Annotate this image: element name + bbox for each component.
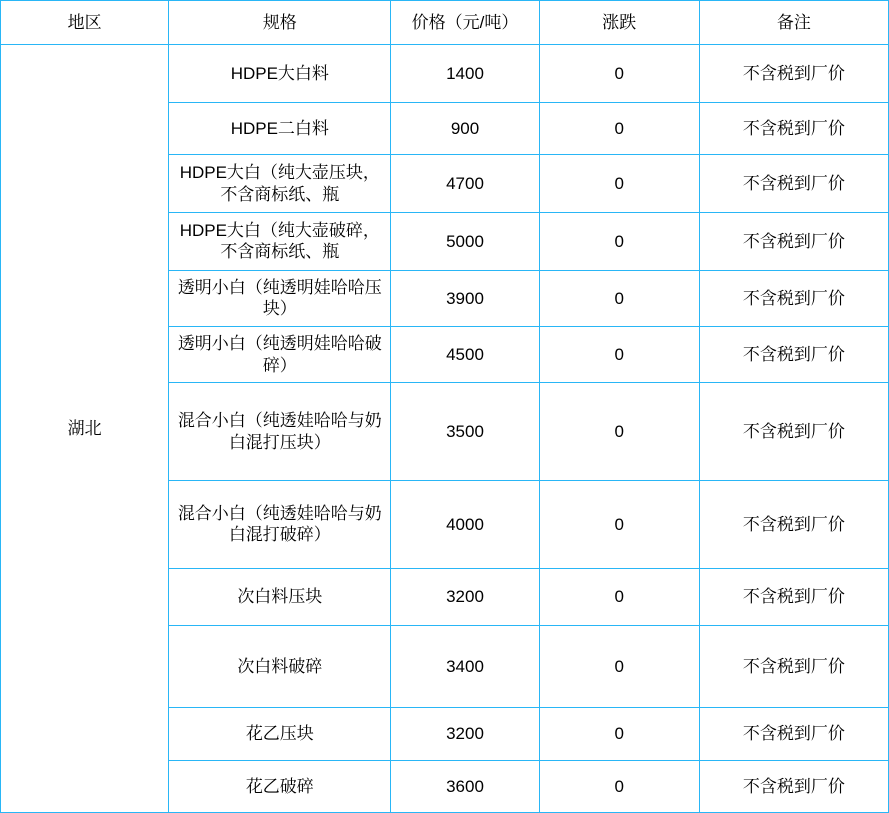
cell-spec: HDPE大白（纯大壶破碎，不含商标纸、瓶 xyxy=(169,212,391,270)
table-body xyxy=(1,45,889,813)
cell-note: 不含税到厂价 xyxy=(699,212,888,270)
cell-price: 3400 xyxy=(391,626,539,708)
cell-price: 3200 xyxy=(391,708,539,760)
cell-price: 4700 xyxy=(391,155,539,213)
cell-note: 不含税到厂价 xyxy=(699,626,888,708)
cell-spec: 透明小白（纯透明娃哈哈破碎） xyxy=(169,326,391,382)
cell-spec: HDPE二白料 xyxy=(169,102,391,154)
cell-note: 不含税到厂价 xyxy=(699,155,888,213)
cell-price: 3600 xyxy=(391,760,539,812)
table-header xyxy=(1,1,889,45)
cell-spec: 次白料破碎 xyxy=(169,626,391,708)
table-row xyxy=(1,45,889,103)
cell-note: 不含税到厂价 xyxy=(699,383,888,481)
cell-change: 0 xyxy=(539,212,699,270)
cell-change: 0 xyxy=(539,270,699,326)
column-header-spec: 规格 xyxy=(169,1,391,45)
cell-spec: 混合小白（纯透娃哈哈与奶白混打压块） xyxy=(169,383,391,481)
cell-change: 0 xyxy=(539,760,699,812)
column-header-region: 地区 xyxy=(1,1,169,45)
cell-spec: 次白料压块 xyxy=(169,568,391,626)
cell-price: 3500 xyxy=(391,383,539,481)
cell-change: 0 xyxy=(539,326,699,382)
cell-region: 湖北 xyxy=(1,45,169,813)
cell-spec: HDPE大白（纯大壶压块，不含商标纸、瓶 xyxy=(169,155,391,213)
cell-note: 不含税到厂价 xyxy=(699,568,888,626)
cell-change: 0 xyxy=(539,708,699,760)
column-header-change: 涨跌 xyxy=(539,1,699,45)
cell-spec: 花乙破碎 xyxy=(169,760,391,812)
cell-note: 不含税到厂价 xyxy=(699,270,888,326)
cell-price: 900 xyxy=(391,102,539,154)
cell-price: 5000 xyxy=(391,212,539,270)
cell-spec: 透明小白（纯透明娃哈哈压块） xyxy=(169,270,391,326)
cell-note: 不含税到厂价 xyxy=(699,481,888,568)
table-header-row xyxy=(1,1,889,45)
column-header-note: 备注 xyxy=(699,1,888,45)
cell-note: 不含税到厂价 xyxy=(699,102,888,154)
cell-price: 4500 xyxy=(391,326,539,382)
cell-price: 1400 xyxy=(391,45,539,103)
cell-change: 0 xyxy=(539,383,699,481)
cell-price: 3900 xyxy=(391,270,539,326)
cell-change: 0 xyxy=(539,155,699,213)
cell-note: 不含税到厂价 xyxy=(699,326,888,382)
cell-note: 不含税到厂价 xyxy=(699,45,888,103)
cell-note: 不含税到厂价 xyxy=(699,708,888,760)
cell-spec: 混合小白（纯透娃哈哈与奶白混打破碎） xyxy=(169,481,391,568)
cell-change: 0 xyxy=(539,45,699,103)
cell-spec: HDPE大白料 xyxy=(169,45,391,103)
cell-spec: 花乙压块 xyxy=(169,708,391,760)
cell-change: 0 xyxy=(539,626,699,708)
cell-change: 0 xyxy=(539,481,699,568)
cell-price: 4000 xyxy=(391,481,539,568)
cell-change: 0 xyxy=(539,102,699,154)
cell-note: 不含税到厂价 xyxy=(699,760,888,812)
cell-change: 0 xyxy=(539,568,699,626)
cell-price: 3200 xyxy=(391,568,539,626)
column-header-price: 价格（元/吨） xyxy=(391,1,539,45)
